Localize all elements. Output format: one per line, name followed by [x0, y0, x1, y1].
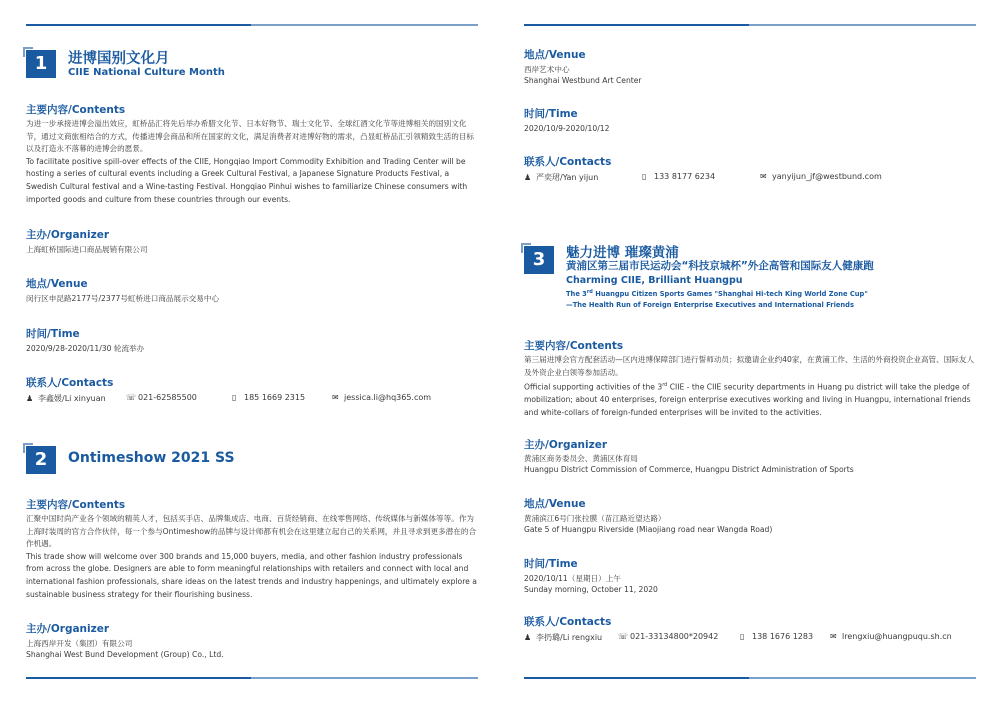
organizer-label: 主办/Organizer	[26, 623, 110, 635]
contents-text	[26, 513, 478, 601]
contents-cn: 为进一步承接进博会溢出效应，虹桥品汇将先后举办希腊文化节、日本好物节、瑞士文化节、全球红酒文化节等进博相关的国别文化节，通过文商旅相结合的方式，传播进博会商品和所在国家的文化，满足消费者对进博好物的需求，凸显虹桥品汇引领精致生活的目标以及打造永不落幕的进博会的愿景。	[26, 119, 475, 154]
venue-label: 地点/Venue	[26, 278, 88, 290]
venue-label: 地点/Venue	[524, 49, 586, 61]
contact-phone: ☏ 021-62585500	[126, 393, 197, 402]
email-icon: ✉	[760, 172, 767, 181]
venue-en: Gate 5 of Huangpu Riverside (Miaojiang road near Wangda Road)	[524, 525, 773, 534]
contacts-label: 联系人/Contacts	[26, 377, 114, 389]
contents-cn: 第三届进博会官方配套活动—区内进博保障部门进行誓师动员；拟邀请企业约40家，在黄浦工作、生活的外商投资企业高管、国际友人及外资企业白领等参加活动。	[524, 355, 975, 377]
section-3-subtitle-en-2: —The Health Run of Foreign Enterprise Executives and International Friends	[566, 301, 854, 309]
venue-label: 地点/Venue	[524, 498, 586, 510]
contents-en: Official supporting activities of the 3rd CIIE - the CIIE security departments in Huang pu district will take the pledge of mobilization; about 40 enterprises, foreign enterprise executives working and living in Huangpu, international friends and white-collars of foreign-funded enterprises will be invited to the activities.	[524, 382, 971, 417]
time-label: 时间/Time	[524, 558, 578, 570]
contact-email[interactable]: ✉ yanyijun_jf@westbund.com	[760, 172, 882, 181]
contact-mobile: ▯ 185 1669 2315	[232, 393, 306, 402]
person-icon: ♟	[524, 633, 532, 642]
time-value: 2020/9/28-2020/11/30 轮流举办	[26, 344, 145, 353]
bottom-rule	[524, 677, 976, 679]
phone-icon: ☏	[618, 632, 629, 641]
contact-phone: ☏ 021-33134800*20942	[618, 632, 719, 641]
contacts-label: 联系人/Contacts	[524, 156, 612, 168]
contents-cn: 汇聚中国时尚产业各个领域的精英人才，包括买手店、品牌集成店、电商、百货经销商、在线零售网络、传统媒体与新媒体等等。作为上海时装周的官方合作伙伴，每一个参与Ontimeshow的品牌与设计师都有机会在这里建立起自己的关系网，并且寻求到更多潜在的合作机遇。	[26, 514, 477, 549]
time-cn: 2020/10/11（星期日）上午	[524, 574, 621, 583]
organizer-cn: 上海西岸开发（集团）有限公司	[26, 639, 133, 648]
mobile-icon: ▯	[642, 172, 647, 181]
organizer-value: 上海虹桥国际进口商品展销有限公司	[26, 245, 148, 254]
organizer-label: 主办/Organizer	[524, 439, 608, 451]
organizer-en: Huangpu District Commission of Commerce, Huangpu District Administration of Sports	[524, 465, 854, 474]
venue-cn: 黄浦滨江6号门张拉膜（苗江路近望达路）	[524, 514, 666, 523]
section-3-subtitle-en: The 3rd Huangpu Citizen Sports Games "Shanghai Hi-tech King World Zone Cup"	[566, 289, 868, 299]
contents-en: This trade show will welcome over 300 brands and 15,000 buyers, media, and other fashion industry professionals from across the globe. Designers are able to form meaningful relationships with retailers and connect with local and international fashion professionals, share ideas on the latest trends and industry happenings, and ultimately explore a sustainable business strategy for their flourishing business.	[26, 551, 477, 599]
section-number-badge: 3	[524, 246, 554, 274]
contact-email[interactable]: ✉ lrengxiu@huangpuqu.sh.cn	[830, 632, 952, 641]
section-number-badge: 2	[26, 446, 56, 474]
contact-person: ♟ 李扔璐/Li rengxiu	[524, 633, 603, 642]
right-page	[524, 0, 976, 702]
venue-en: Shanghai Westbund Art Center	[524, 76, 642, 85]
venue-value: 闵行区申昆路2177号/2377号虹桥进口商品展示交易中心	[26, 294, 220, 303]
venue-cn: 西岸艺术中心	[524, 65, 570, 74]
contact-mobile: ▯ 133 8177 6234	[642, 172, 716, 181]
contents-text	[524, 354, 976, 420]
mobile-icon: ▯	[232, 393, 237, 402]
top-rule	[26, 24, 478, 26]
section-3-title-cn: 魅力进博 璀璨黄浦	[566, 245, 679, 261]
left-page	[26, 0, 478, 702]
section-3-title-en: Charming CIIE, Brilliant Huangpu	[566, 275, 743, 286]
contact-email[interactable]: ✉ jessica.li@hq365.com	[332, 393, 432, 402]
time-en: Sunday morning, October 11, 2020	[524, 585, 658, 594]
contents-label: 主要内容/Contents	[26, 499, 126, 511]
person-icon: ♟	[26, 394, 34, 403]
section-number-badge: 1	[26, 50, 56, 78]
mobile-icon: ▯	[740, 632, 745, 641]
contact-person: ♟ 严奕珺/Yan yijun	[524, 173, 599, 182]
organizer-cn: 黄浦区商务委员会、黄浦区体育局	[524, 454, 638, 463]
contact-mobile: ▯ 138 1676 1283	[740, 632, 814, 641]
phone-icon: ☏	[126, 393, 137, 402]
contact-person: ♟ 李鑫媛/Li xinyuan	[26, 394, 106, 403]
section-2-title: Ontimeshow 2021 SS	[68, 450, 235, 466]
section-1-title-cn: 进博国别文化月	[68, 51, 170, 67]
bottom-rule	[26, 677, 478, 679]
top-rule	[524, 24, 976, 26]
person-icon: ♟	[524, 173, 532, 182]
organizer-label: 主办/Organizer	[26, 229, 110, 241]
contents-label: 主要内容/Contents	[26, 104, 126, 116]
contents-text	[26, 118, 478, 206]
email-icon: ✉	[830, 632, 837, 641]
time-label: 时间/Time	[26, 328, 80, 340]
time-label: 时间/Time	[524, 108, 578, 120]
contacts-label: 联系人/Contacts	[524, 616, 612, 628]
organizer-en: Shanghai West Bund Development (Group) Co., Ltd.	[26, 650, 224, 659]
contents-en: To facilitate positive spill-over effects of the CIIE, Hongqiao Import Commodity Exhibition and Trading Center will be hosting a series of cultural events including a Greek Cultural Festival, a Japanese Signature Products Festival, a Swedish Cultural festival and a Wine-tasting Festival. Hongqiao Pinhui wishes to familiarize Chinese consumers with imported goods and culture from these countries through our events.	[26, 156, 468, 204]
section-1-title-en: CIIE National Culture Month	[68, 67, 225, 78]
section-3-subtitle-cn: 黄浦区第三届市民运动会“科技京城杯”外企高管和国际友人健康跑	[566, 260, 874, 272]
contents-label: 主要内容/Contents	[524, 340, 624, 352]
email-icon: ✉	[332, 393, 339, 402]
time-value: 2020/10/9-2020/10/12	[524, 124, 610, 133]
